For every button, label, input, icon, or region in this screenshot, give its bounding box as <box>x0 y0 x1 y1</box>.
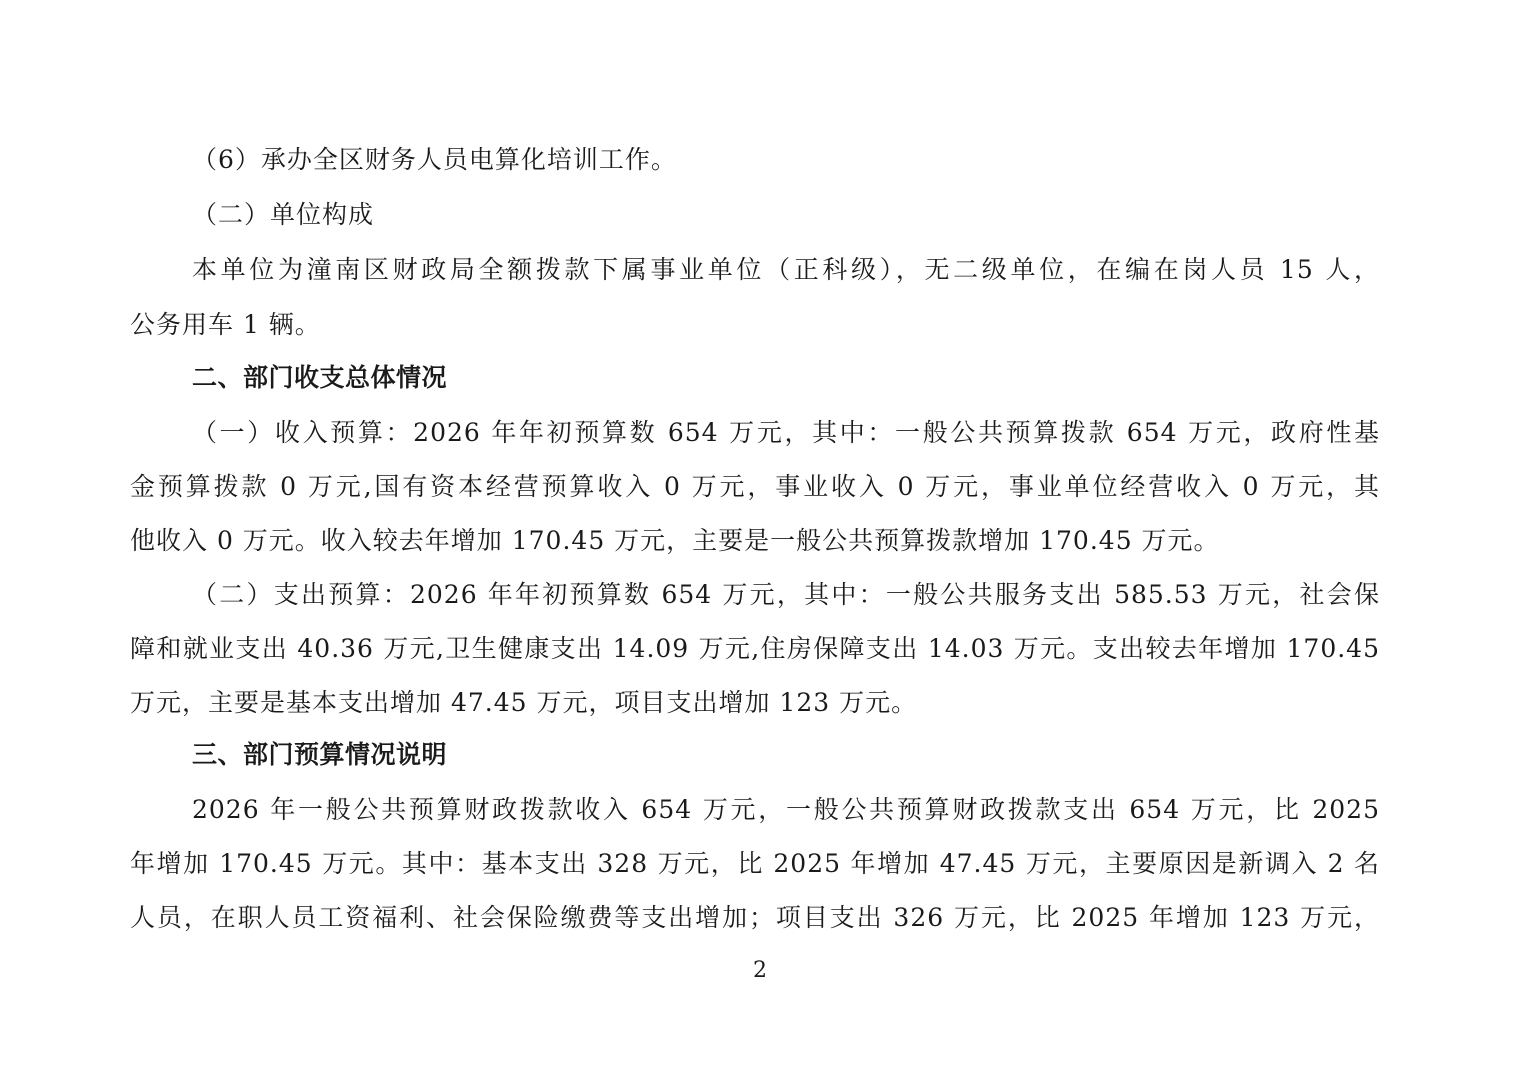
paragraph-line: 他收入 0 万元。收入较去年增加 170.45 万元，主要是一般公共预算拨款增加 170.45 万元。 <box>130 526 1220 555</box>
section-heading: 二、部门收支总体情况 <box>192 363 448 392</box>
paragraph-line: （二）支出预算：2026 年年初预算数 654 万元，其中：一般公共服务支出 585.53 万元，社会保 <box>192 580 1380 609</box>
page-number: 2 <box>753 958 767 983</box>
paragraph-line: 障和就业支出 40.36 万元,卫生健康支出 14.09 万元,住房保障支出 14.03 万元。支出较去年增加 170.45 <box>130 634 1380 663</box>
paragraph-line: 本单位为潼南区财政局全额拨款下属事业单位（正科级），无二级单位，在编在岗人员 15 人， <box>192 255 1380 284</box>
paragraph-line: 年增加 170.45 万元。其中：基本支出 328 万元，比 2025 年增加 47.45 万元，主要原因是新调入 2 名 <box>130 849 1380 878</box>
paragraph-line: 人员，在职人员工资福利、社会保险缴费等支出增加；项目支出 326 万元，比 2025 年增加 123 万元， <box>130 903 1380 932</box>
paragraph-line: 金预算拨款 0 万元,国有资本经营预算收入 0 万元，事业收入 0 万元，事业单位经营收入 0 万元，其 <box>130 472 1380 501</box>
subsection-heading: （二）单位构成 <box>192 200 375 229</box>
paragraph-line: 公务用车 1 辆。 <box>130 310 321 339</box>
paragraph-line: 2026 年一般公共预算财政拨款收入 654 万元，一般公共预算财政拨款支出 654 万元，比 2025 <box>192 795 1380 824</box>
section-heading: 三、部门预算情况说明 <box>192 740 448 769</box>
paragraph-line: （一）收入预算：2026 年年初预算数 654 万元，其中：一般公共预算拨款 654 万元，政府性基 <box>192 418 1380 447</box>
paragraph-line: （6）承办全区财务人员电算化培训工作。 <box>192 145 677 174</box>
paragraph-line: 万元，主要是基本支出增加 47.45 万元，项目支出增加 123 万元。 <box>130 688 918 717</box>
